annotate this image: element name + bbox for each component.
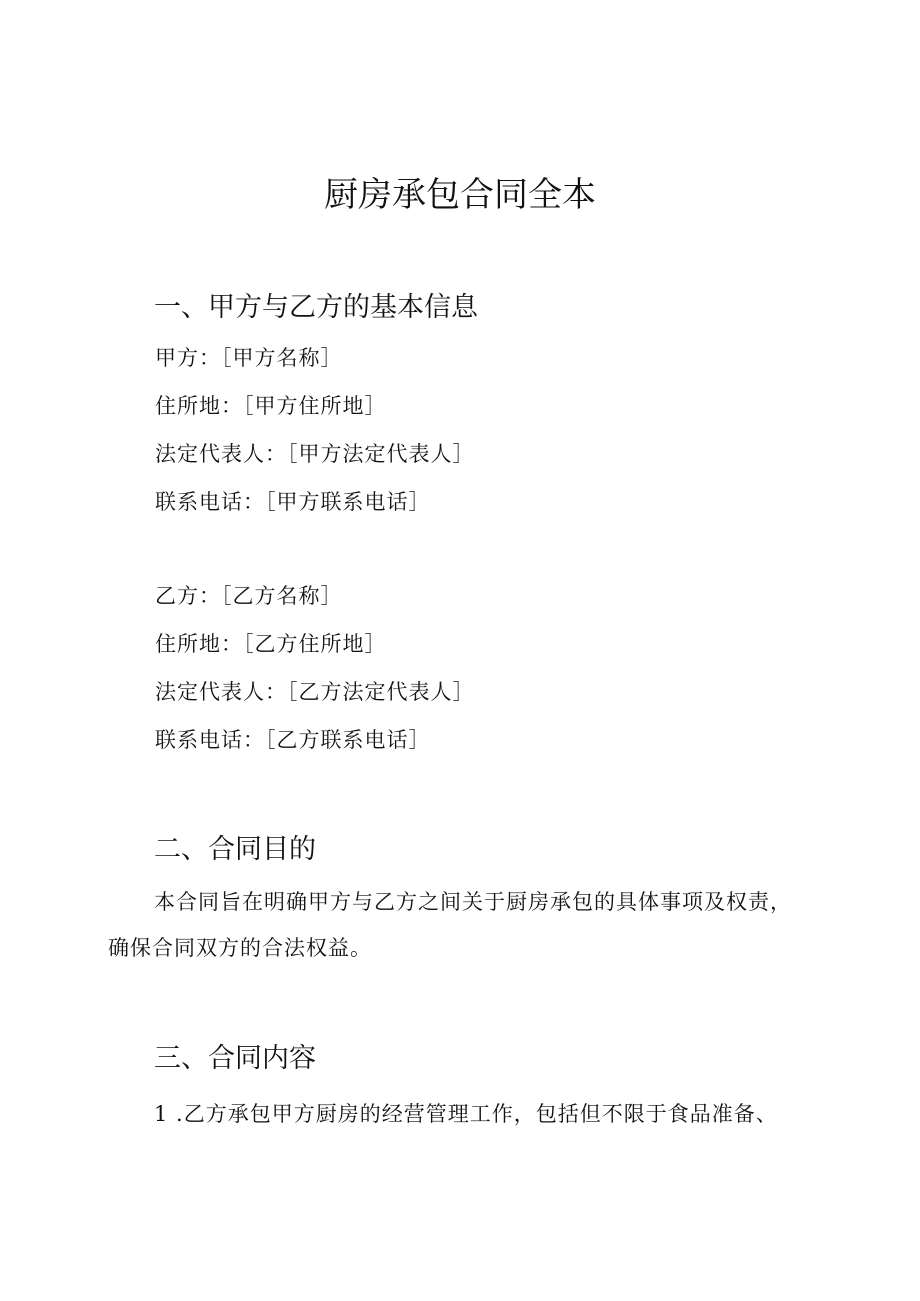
party-b-representative: 法定代表人：［乙方法定代表人］	[155, 680, 475, 704]
party-b-address: 住所地：［乙方住所地］	[155, 632, 387, 656]
section-1-heading: 一、甲方与乙方的基本信息	[154, 292, 478, 323]
party-a-representative: 法定代表人：［甲方法定代表人］	[155, 442, 475, 466]
party-a-address: 住所地：［甲方住所地］	[155, 394, 387, 418]
party-a-phone: 联系电话：［甲方联系电话］	[155, 490, 431, 514]
party-a-name: 甲方：［甲方名称］	[155, 346, 343, 370]
section-2-body: 本合同旨在明确甲方与乙方之间关于厨房承包的具体事项及权责，确保合同双方的合法权益。	[108, 890, 792, 960]
party-b-name: 乙方：［乙方名称］	[155, 584, 343, 608]
section-2-heading: 二、合同目的	[154, 834, 316, 865]
document-title: 厨房承包合同全本	[324, 175, 596, 215]
party-b-phone: 联系电话：［乙方联系电话］	[155, 728, 431, 752]
section-3-heading: 三、合同内容	[154, 1043, 316, 1074]
section-3-item-1: 1 .乙方承包甲方厨房的经营管理工作，包括但不限于食品准备、	[154, 1102, 778, 1126]
